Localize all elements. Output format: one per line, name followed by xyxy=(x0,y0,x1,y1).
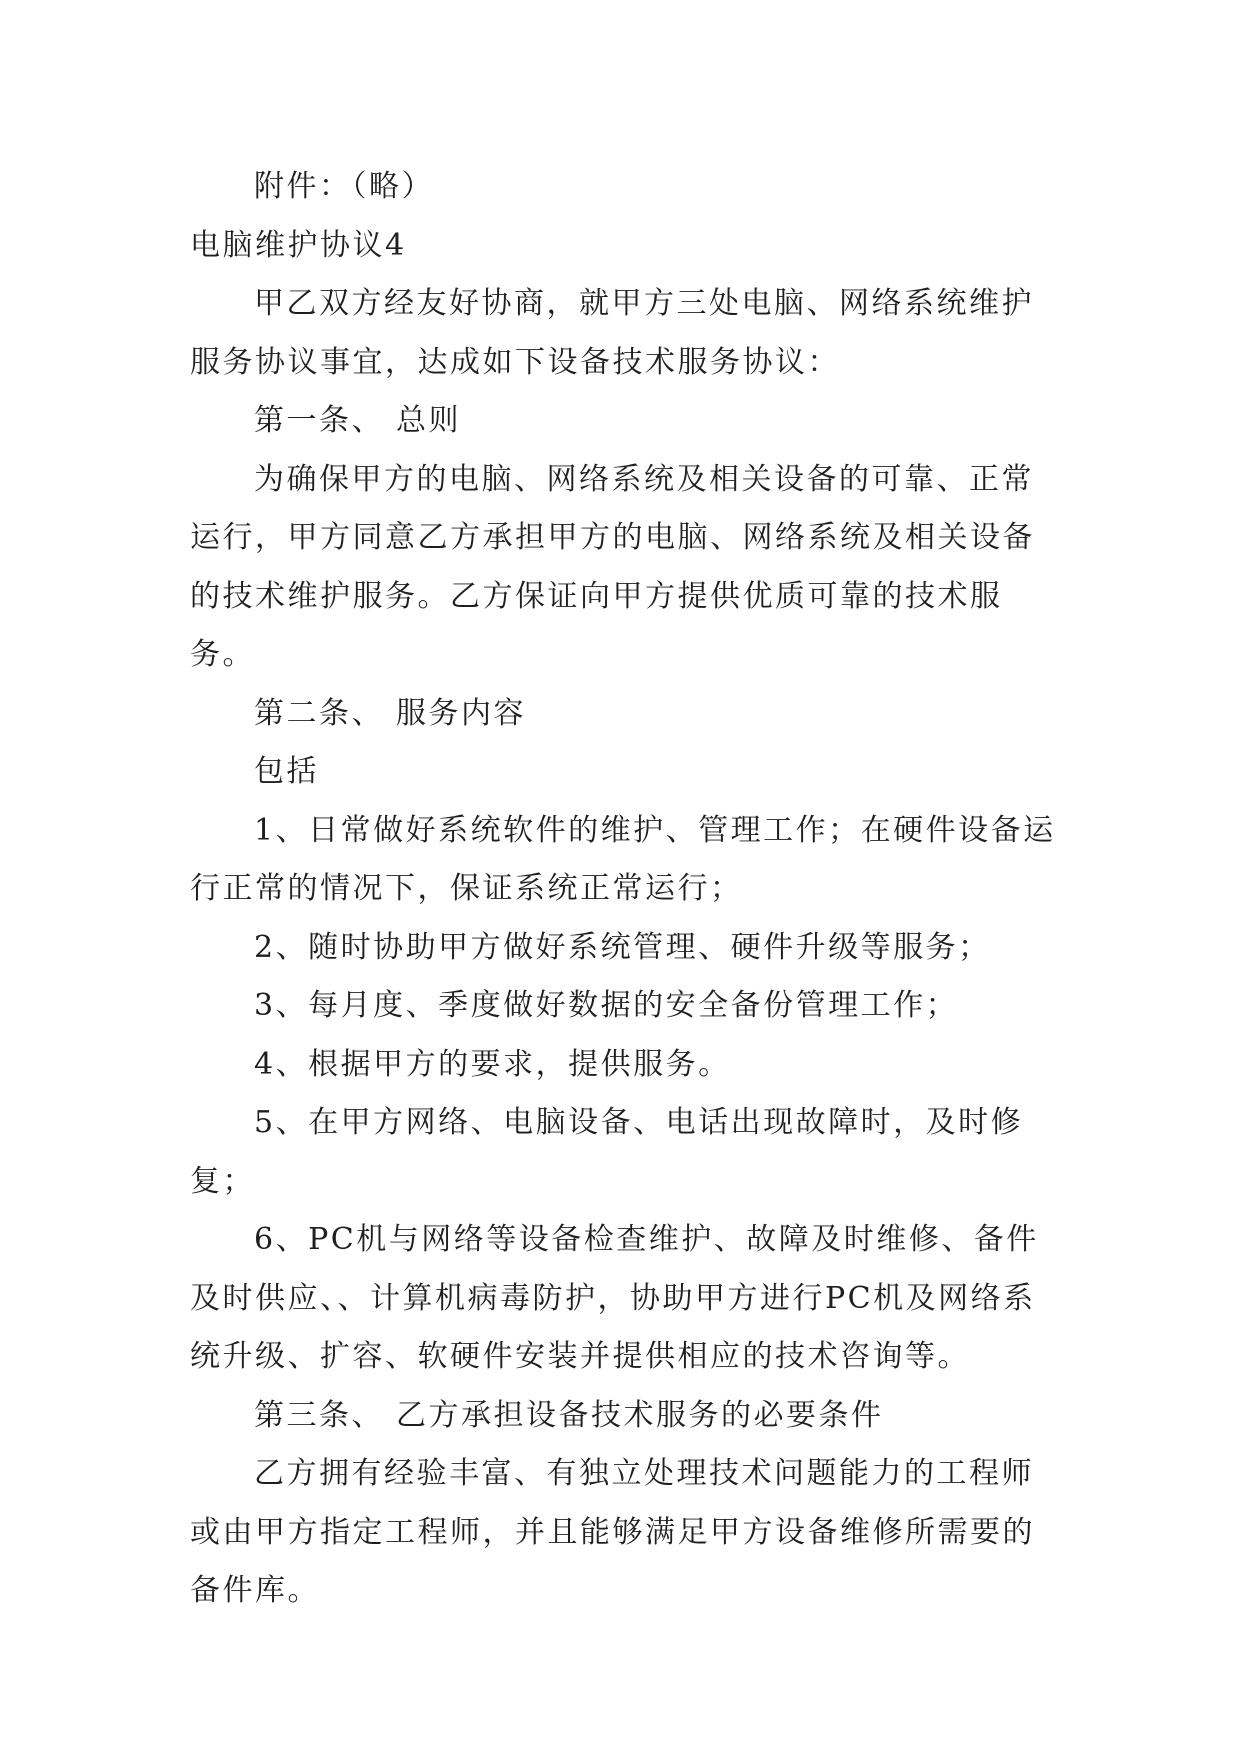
article-1-heading: 第一条、 总则 xyxy=(254,403,462,438)
attachment-note: 附件：（略） xyxy=(254,169,434,204)
service-item-5: 5、在甲方网络、电脑设备、电话出现故障时，及时修复； xyxy=(190,1105,1024,1199)
agreement-title: 电脑维护协议4 xyxy=(190,227,407,263)
service-item-4: 4、根据甲方的要求，提供服务。 xyxy=(254,1046,731,1082)
service-item-2: 2、随时协助甲方做好系统管理、硬件升级等服务； xyxy=(254,929,991,965)
service-item-3: 3、每月度、季度做好数据的安全备份管理工作； xyxy=(254,988,959,1023)
article-2-heading: 第二条、 服务内容 xyxy=(254,695,527,731)
article-2-lead: 包括 xyxy=(254,754,319,789)
service-item-6: 6、PC机与网络等设备检查维护、故障及时维修、备件及时供应、、计算机病毒防护，协助甲方进行PC机及网络系统升级、扩容、软硬件安装并提供相应的技术咨询等。 xyxy=(190,1222,1039,1374)
document-body xyxy=(190,158,1060,1621)
intro-paragraph: 甲乙双方经友好协商，就甲方三处电脑、网络系统维护服务协议事宜，达成如下设备技术服务协议： xyxy=(190,286,1034,380)
service-item-1: 1、日常做好系统软件的维护、管理工作；在硬件设备运行正常的情况下，保证系统正常运行； xyxy=(190,812,1056,906)
article-3-heading: 第三条、 乙方承担设备技术服务的必要条件 xyxy=(254,1397,884,1433)
article-1-body: 为确保甲方的电脑、网络系统及相关设备的可靠、正常运行，甲方同意乙方承担甲方的电脑、网络系统及相关设备的技术维护服务。乙方保证向甲方提供优质可靠的技术服务。 xyxy=(190,461,1035,672)
article-3-body: 乙方拥有经验丰富、有独立处理技术问题能力的工程师或由甲方指定工程师，并且能够满足甲方设备维修所需要的备件库。 xyxy=(190,1456,1035,1608)
